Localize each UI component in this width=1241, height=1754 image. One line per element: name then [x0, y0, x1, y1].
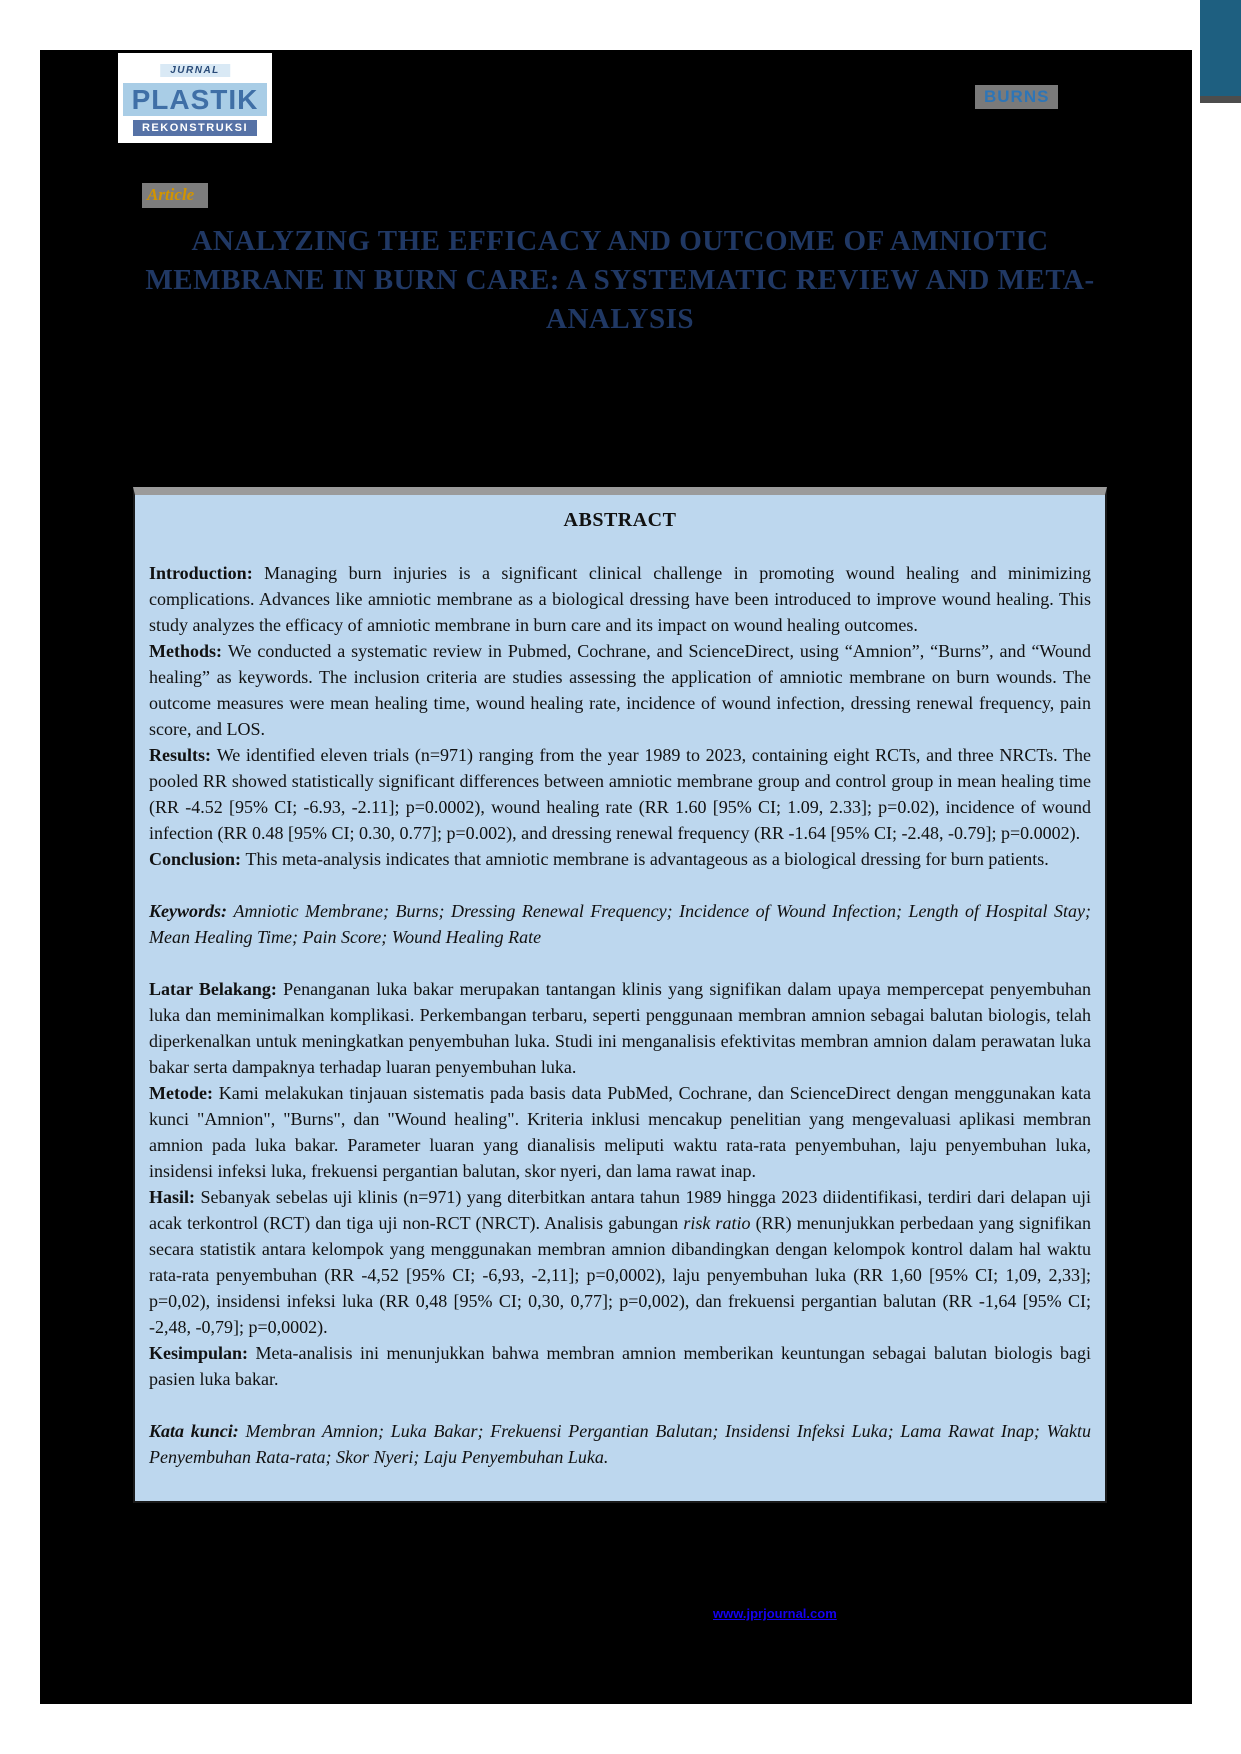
section-label: Results: — [149, 745, 217, 765]
section-label: Conclusion: — [149, 849, 246, 869]
abstract-paragraph: Metode: Kami melakukan tinjauan sistematis pada basis data PubMed, Cochrane, dan ScienceDirect dengan menggunakan kata kunci "Amnion", "Burns", dan "Wound healing". Kriteria inklusi mencakup penelitian yang mengevaluasi aplikasi membran amnion pada luka bakar. Parameter luaran yang dianalisis meliputi waktu rata-rata penyembuhan, laju penyembuhan luka, insidensi infeksi luka, frekuensi pergantian balutan, skor nyeri, dan lama rawat inap. — [149, 1083, 1091, 1181]
abstract-paragraph: Introduction: Managing burn injuries is a significant clinical challenge in promoting wound healing and minimizing complications. Advances like amniotic membrane as a biological dressing have been introduced to improve wound healing. This study analyzes the efficacy of amniotic membrane in burn care and its impact on wound healing outcomes. — [149, 563, 1092, 635]
section-label: Methods: — [149, 641, 228, 661]
abstract-paragraph: Hasil: Sebanyak sebelas uji klinis (n=971) yang diterbitkan antara tahun 1989 hingga 2023 diidentifikasi, terdiri dari delapan uji acak terkontrol (RCT) dan tiga uji non-RCT (NRCT). Analisis gabungan risk ratio (RR) menunjukkan perbedaan yang signifikan secara statistik antara kelompok yang menggunakan membran amnion dibandingkan dengan kelompok kontrol dalam hal waktu rata-rata penyembuhan (RR -4,52 [95% CI; -6,93, -2,11]; p=0,0002), laju penyembuhan luka (RR 1,60 [95% CI; 1,09, 2,33]; p=0,02), insidensi infeksi luka (RR 0,48 [95% CI; 0,30, 0,77]; p=0,002), dan frekuensi pergantian balutan (RR -1,64 [95% CI; -2,48, -0,79]; p=0,0002). — [149, 1187, 1091, 1337]
article-title-line: ANALYSIS — [546, 303, 694, 335]
abstract-paragraph: Methods: We conducted a systematic review in Pubmed, Cochrane, and ScienceDirect, using “Amnion”, “Burns”, and “Wound healing” as keywords. The inclusion criteria are studies assessing the application of amniotic membrane on burn wounds. The outcome measures were mean healing time, wound healing rate, incidence of wound infection, dressing renewal frequency, pain score, and LOS. — [149, 641, 1091, 739]
abstract-heading: ABSTRACT — [563, 509, 677, 531]
abstract-paragraph: Conclusion: This meta-analysis indicates that amniotic membrane is advantageous as a biological dressing for burn patients. — [149, 849, 1049, 869]
section-label: Introduction: — [149, 563, 265, 583]
abstract-paragraph: Kesimpulan: Meta-analisis ini menunjukkan bahwa membran amnion memberikan keuntungan sebagai balutan biologis bagi pasien luka bakar. — [149, 1343, 1091, 1389]
article-title-line: ANALYZING THE EFFICACY AND OUTCOME OF AMNIOTIC — [191, 225, 1049, 257]
abstract-paragraph: Results: We identified eleven trials (n=971) ranging from the year 1989 to 2023, containing eight RCTs, and three NRCTs. The pooled RR showed statistically significant differences between amniotic membrane group and control group in mean healing time (RR -4.52 [95% CI; -6.93, -2.11]; p=0.0002), wound healing rate (RR 1.60 [95% CI; 1.09, 2.33]; p=0.02), incidence of wound infection (RR 0.48 [95% CI; 0.30, 0.77]; p=0.002), and dressing renewal frequency (RR -1.64 [95% CI; -2.48, -0.79]; p=0.0002). — [149, 745, 1092, 843]
logo-rekonstruksi-text: REKONSTRUKSI — [133, 120, 257, 136]
abstract-box — [133, 487, 1107, 1503]
section-label: Kesimpulan: — [149, 1343, 256, 1363]
emphasized-term: risk ratio — [683, 1213, 751, 1233]
journal-website-link[interactable]: www.jprjournal.com — [713, 1606, 837, 1621]
burns-section-badge: BURNS — [975, 85, 1058, 109]
abstract-body — [149, 560, 1091, 1470]
logo-jurnal-text: JURNAL — [160, 64, 230, 77]
journal-logo — [118, 53, 272, 143]
section-label: Kata kunci: — [149, 1421, 246, 1441]
abstract-paragraph: Latar Belakang: Penanganan luka bakar merupakan tantangan klinis yang signifikan dalam upaya mempercepat penyembuhan luka dan meminimalkan komplikasi. Perkembangan terbaru, seperti penggunaan membran amnion sebagai balutan biologis, telah diperkenalkan untuk meningkatkan penyembuhan luka. Studi ini menganalisis efektivitas membran amnion dalam perawatan luka bakar serta dampaknya terhadap luaran penyembuhan luka. — [149, 979, 1091, 1077]
section-label: Latar Belakang: — [149, 979, 284, 999]
section-label: Keywords: — [149, 901, 234, 921]
section-label: Metode: — [149, 1083, 219, 1103]
article-title — [133, 222, 1107, 339]
article-type-label: Article — [142, 183, 208, 208]
logo-plastik-text: PLASTIK — [123, 83, 267, 116]
corner-tab — [1200, 0, 1241, 96]
section-label: Hasil: — [149, 1187, 201, 1207]
article-title-line: MEMBRANE IN BURN CARE: A SYSTEMATIC REVIEW AND META- — [145, 264, 1095, 296]
abstract-paragraph: Keywords: Amniotic Membrane; Burns; Dressing Renewal Frequency; Incidence of Wound Infection; Length of Hospital Stay; Mean Healing Time; Pain Score; Wound Healing Rate — [149, 901, 1091, 947]
abstract-paragraph: Kata kunci: Membran Amnion; Luka Bakar; Frekuensi Pergantian Balutan; Insidensi Infeksi Luka; Lama Rawat Inap; Waktu Penyembuhan Rata-rata; Skor Nyeri; Laju Penyembuhan Luka. — [149, 1421, 1092, 1467]
corner-tab-shadow — [1200, 96, 1241, 103]
